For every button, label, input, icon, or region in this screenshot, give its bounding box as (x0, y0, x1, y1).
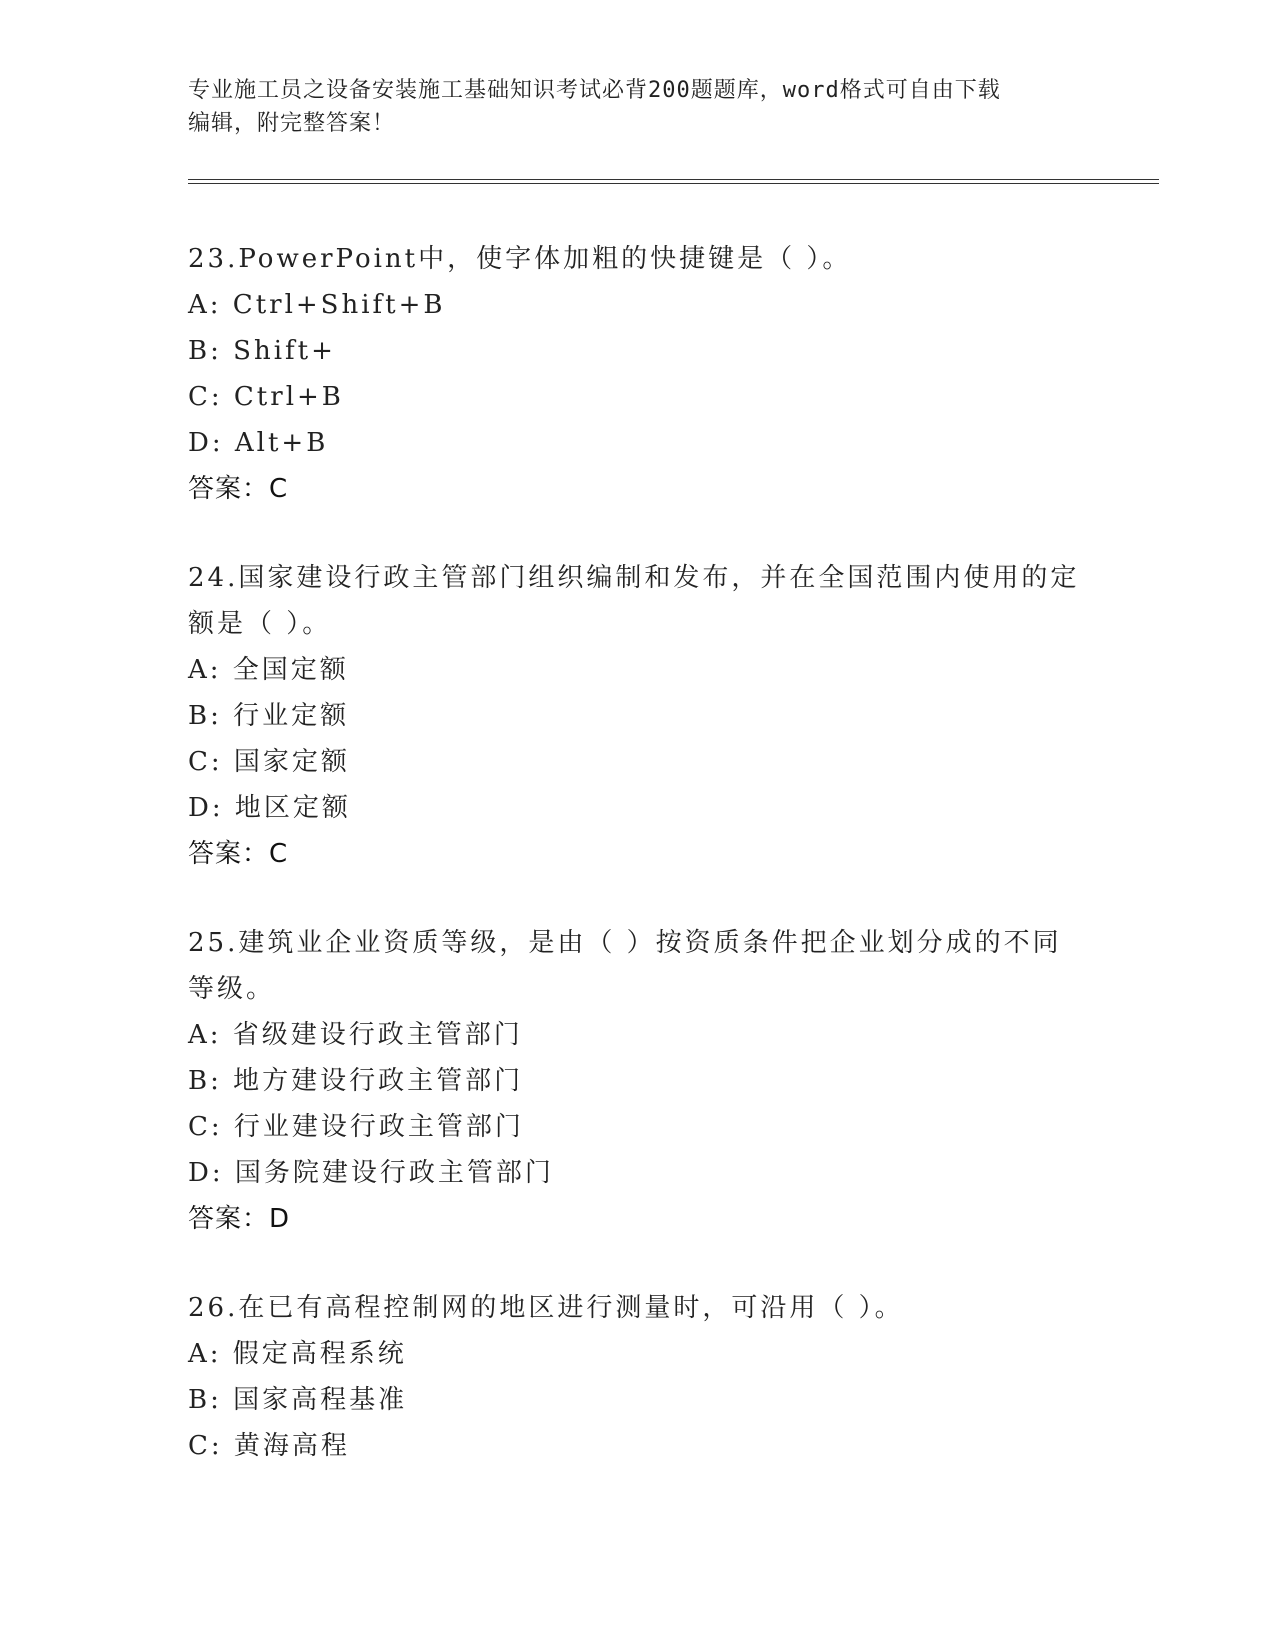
question-25 (188, 920, 1088, 1242)
option-a: A: 全国定额 (188, 655, 349, 685)
answer-text: 答案：D (188, 1204, 291, 1234)
question-stem: 23.PowerPoint中，使字体加粗的快捷键是（ ）。 (188, 244, 852, 274)
header-divider-top (188, 179, 1159, 180)
option-b: B: 地方建设行政主管部门 (188, 1066, 524, 1096)
option-d: D: 国务院建设行政主管部门 (188, 1158, 554, 1188)
option-b: B: 行业定额 (188, 701, 350, 731)
option-c: C: 行业建设行政主管部门 (188, 1112, 524, 1142)
question-stem: 25.建筑业企业资质等级，是由（ ）按资质条件把企业划分成的不同 (188, 928, 1062, 958)
header-divider-bottom (188, 183, 1159, 184)
question-23 (188, 236, 1088, 512)
question-26 (188, 1285, 1088, 1469)
option-a: A: 省级建设行政主管部门 (188, 1020, 523, 1050)
option-a: A: 假定高程系统 (188, 1339, 407, 1369)
document-header (188, 74, 1088, 140)
header-line-1: 专业施工员之设备安装施工基础知识考试必背200题题库，word格式可自由下载 (188, 78, 1001, 103)
option-d: D: Alt+B (188, 428, 329, 458)
option-b: B: Shift+ (188, 336, 336, 366)
question-stem: 24.国家建设行政主管部门组织编制和发布，并在全国范围内使用的定 (188, 563, 1080, 593)
question-stem: 26.在已有高程控制网的地区进行测量时，可沿用（ ）。 (188, 1293, 904, 1323)
question-list (188, 236, 1088, 1469)
answer-text: 答案：C (188, 474, 289, 504)
header-line-2: 编辑，附完整答案！ (188, 111, 396, 136)
option-a: A: Ctrl+Shift+B (188, 290, 446, 320)
option-d: D: 地区定额 (188, 793, 351, 823)
option-c: C: 国家定额 (188, 747, 350, 777)
question-24 (188, 555, 1088, 877)
question-stem-continued: 额是（ ）。 (188, 609, 332, 639)
question-stem-continued: 等级。 (188, 974, 276, 1004)
option-b: B: 国家高程基准 (188, 1385, 408, 1415)
option-c: C: 黄海高程 (188, 1431, 350, 1461)
option-c: C: Ctrl+B (188, 382, 344, 412)
answer-text: 答案：C (188, 839, 289, 869)
